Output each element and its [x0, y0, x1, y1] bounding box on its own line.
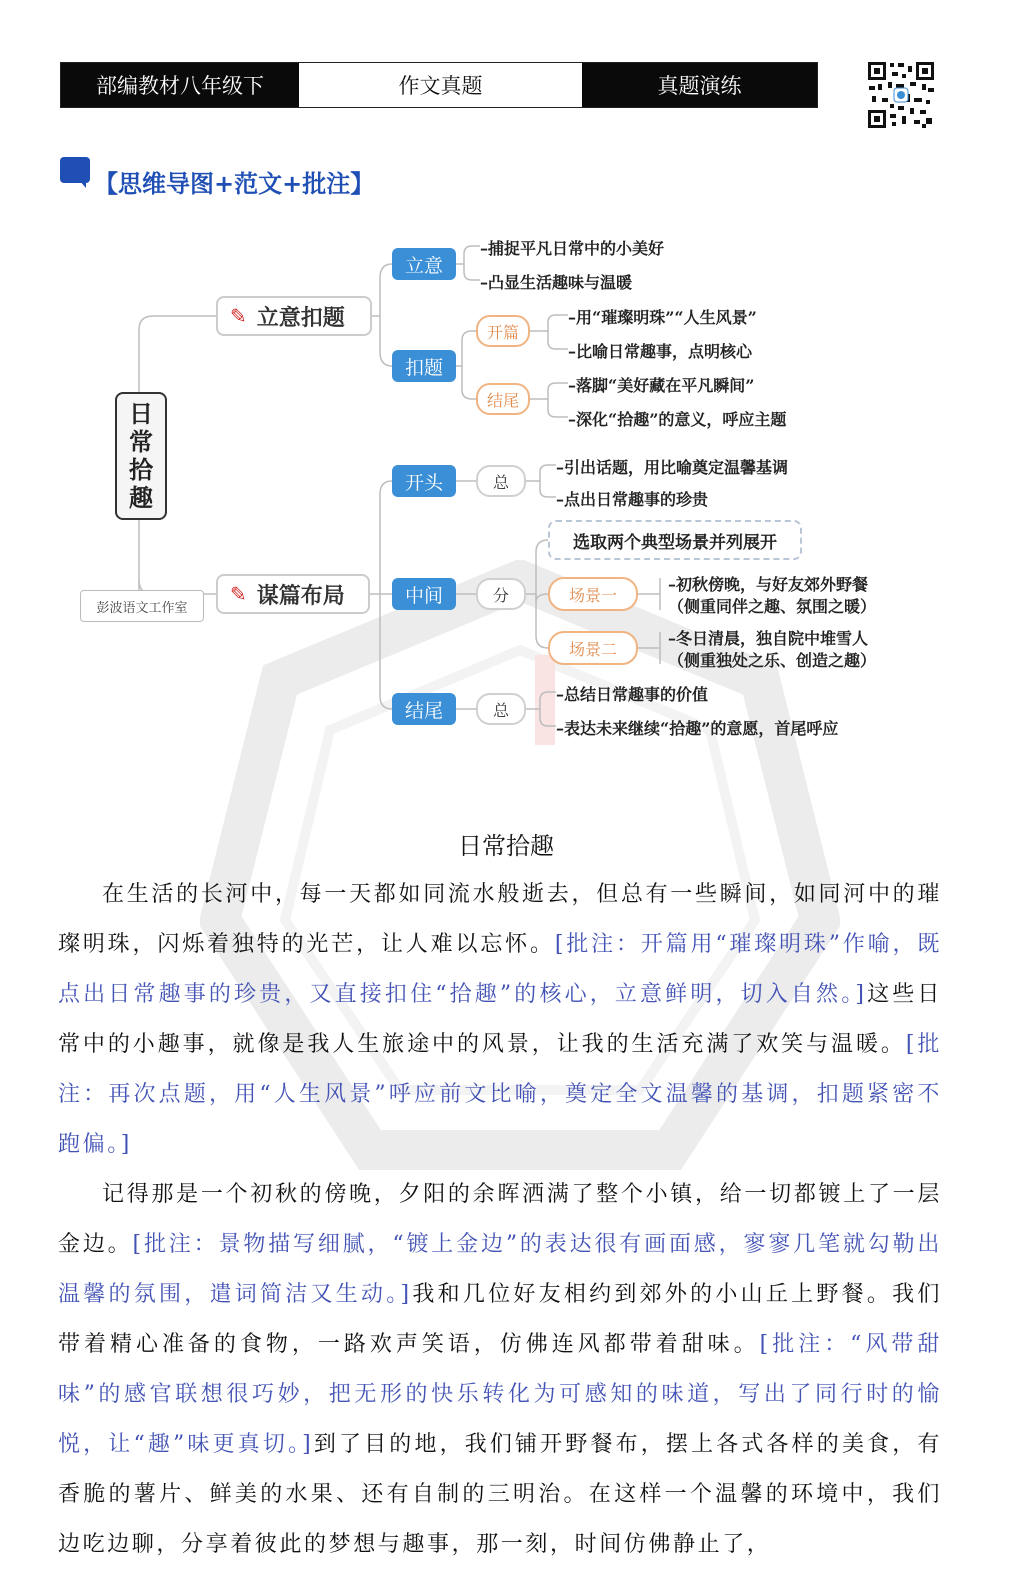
essay-text: 我和几位好友相约到郊外的小山丘上野餐。我们带着精心准备的食物，一路欢声笑语，仿佛连风都带着甜味。 [58, 1282, 942, 1357]
node-kouti: 扣题 [392, 350, 456, 382]
node-zong-2: 总 [476, 693, 526, 725]
essay-text: 这些日常中的小趣事，就像是我人生旅途中的风景，让我的生活充满了欢笑与温暖。 [58, 982, 942, 1057]
leaf-text: –冬日清晨，独自院中堆雪人 [668, 629, 869, 648]
mind-map-root [115, 392, 167, 520]
node-jiewei-small: 结尾 [476, 383, 530, 415]
annotation: [批注：再次点题，用“人生风景”呼应前文比喻，奠定全文温馨的基调，扣题紧密不跑偏。] [58, 1032, 942, 1157]
studio-label: 彭波语文工作室 [80, 590, 204, 622]
essay-text: 在生活的长河中，每一天都如同流水般逝去，但总有一些瞬间，如同河中的璀璨明珠，闪烁着独特的光芒，让人难以忘怀。 [58, 882, 942, 957]
node-moupian-buju [216, 574, 370, 614]
essay-text: 到了目的地，我们铺开野餐布，摆上各式各样的美食，有香脆的薯片、鲜美的水果、还有自制的三明治。在这样一个温馨的环境中，我们边吃边聊，分享着彼此的梦想与趣事，那一刻，时间仿佛静止了， [58, 1432, 942, 1557]
section-title-text: 【思维导图+范文+批注】 [94, 170, 375, 198]
leaf-text: –用“璀璨明珠”“人生风景” [568, 308, 757, 327]
node-fen: 分 [476, 578, 526, 610]
leaf-text: –凸显生活趣味与温暖 [480, 273, 633, 292]
node-label: 立意扣题 [256, 305, 345, 331]
leaf-text: –初秋傍晚，与好友郊外野餐 [668, 575, 869, 594]
header-grade: 部编教材八年级下 [61, 63, 299, 107]
node-zong-1: 总 [476, 465, 526, 497]
pencil-icon: ✎ [230, 304, 247, 328]
annotation: [批注：“风带甜味”的感官联想很巧妙，把无形的快乐转化为可感知的味道，写出了同行时的愉悦，让“趣”味更真切。] [58, 1332, 942, 1457]
leaf-text: –比喻日常趣事，点明核心 [568, 342, 753, 361]
essay-title: 日常拾趣 [458, 832, 554, 860]
leaf-text: –点出日常趣事的珍贵 [556, 490, 709, 509]
header-topic: 作文真题 [299, 63, 582, 107]
leaf-text: –表达未来继续“拾趣”的意愿，首尾呼应 [556, 719, 839, 738]
leaf-text: （侧重同伴之趣、氛围之暖） [668, 597, 877, 616]
node-label: 谋篇布局 [256, 583, 345, 609]
node-kaipian: 开篇 [476, 315, 530, 347]
pencil-icon: ✎ [230, 582, 247, 606]
node-liyi-kouti [216, 296, 372, 336]
leaf-text: –深化“拾趣”的意义，呼应主题 [568, 410, 787, 429]
node-liyi: 立意 [392, 248, 456, 280]
essay-paragraph-1 [58, 870, 942, 1170]
node-scene-1: 场景一 [548, 577, 638, 611]
node-jiewei: 结尾 [392, 693, 456, 725]
leaf-text: –落脚“美好藏在平凡瞬间” [568, 376, 755, 395]
header-practice: 真题演练 [582, 63, 817, 107]
root-char: 拾 [129, 455, 153, 484]
node-zhongjian: 中间 [392, 578, 456, 610]
root-char: 常 [129, 427, 153, 456]
leaf-text: –捕捉平凡日常中的小美好 [480, 239, 665, 258]
leaf-text: –引出话题，用比喻奠定温馨基调 [556, 458, 789, 477]
essay-paragraph-2 [58, 1170, 942, 1570]
essay-text: 记得那是一个初秋的傍晚，夕阳的余晖洒满了整个小镇，给一切都镀上了一层金边。 [58, 1182, 942, 1257]
annotation: [批注：景物描写细腻，“镀上金边”的表达很有画面感，寥寥几笔就勾勒出温馨的氛围，遣词简洁又生动。] [58, 1232, 942, 1307]
root-char: 日 [129, 399, 153, 428]
dashed-note-box: 选取两个典型场景并列展开 [548, 520, 802, 560]
leaf-text: –总结日常趣事的价值 [556, 685, 709, 704]
essay-body [58, 870, 942, 1570]
annotation: [批注：开篇用“璀璨明珠”作喻，既点出日常趣事的珍贵，又直接扣住“拾趣”的核心，立意鲜明，切入自然。] [58, 932, 942, 1007]
root-char: 趣 [129, 483, 153, 512]
leaf-text: （侧重独处之乐、创造之趣） [668, 651, 877, 670]
node-scene-2: 场景二 [548, 631, 638, 665]
node-kaitou: 开头 [392, 465, 456, 497]
